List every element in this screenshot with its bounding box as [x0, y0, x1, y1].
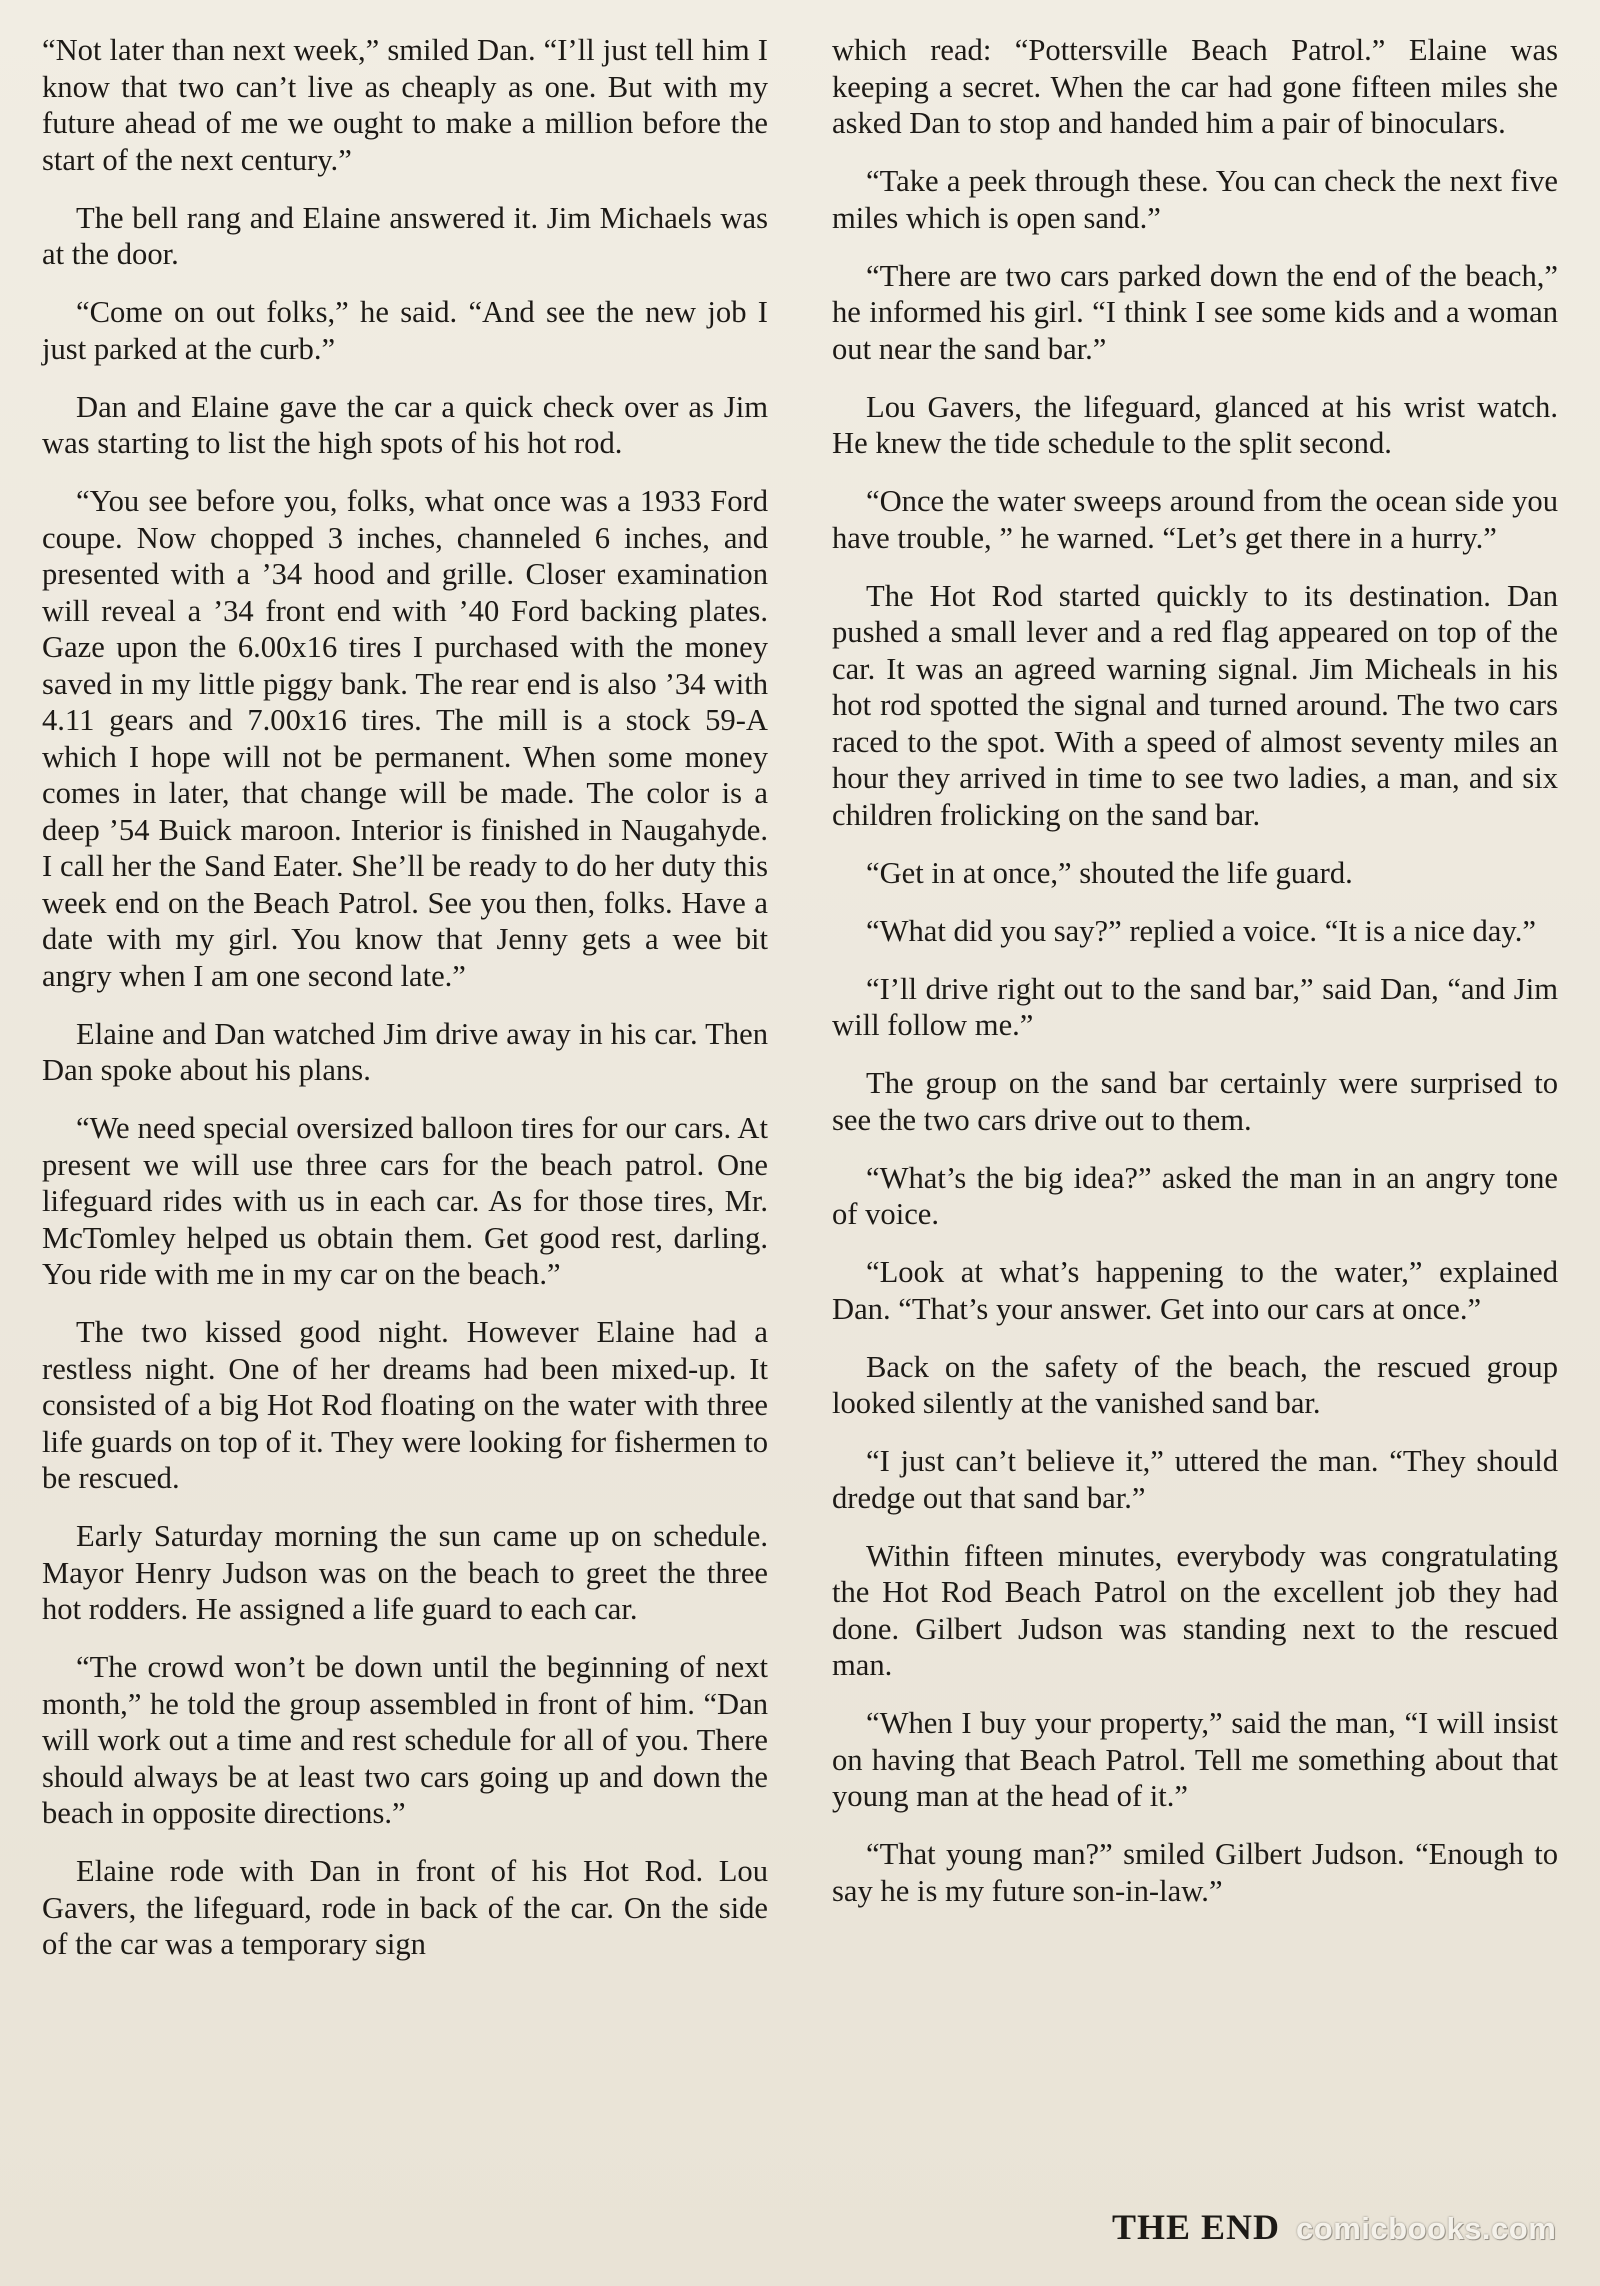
paragraph: “Take a peek through these. You can check the next five miles which is open sand.”: [832, 164, 1558, 235]
right-text-column: [832, 32, 1558, 1909]
paragraph: Lou Gavers, the lifeguard, glanced at his wrist watch. He knew the tide schedule to the split second.: [832, 389, 1558, 460]
left-text-column: [42, 32, 768, 1963]
paragraph: Elaine rode with Dan in front of his Hot Rod. Lou Gavers, the lifeguard, rode in back of the car. On the side of the car was a temporary sign: [42, 1854, 768, 1961]
paragraph: “What’s the big idea?” asked the man in an angry tone of voice.: [832, 1160, 1558, 1231]
paragraph: Early Saturday morning the sun came up on schedule. Mayor Henry Judson was on the beach to greet the three hot rodders. He assigned a life guard to each car.: [42, 1519, 768, 1626]
paragraph: Elaine and Dan watched Jim drive away in his car. Then Dan spoke about his plans.: [42, 1016, 768, 1087]
paragraph: “When I buy your property,” said the man, “I will insist on having that Beach Patrol. Tell me something about that young man at the head of it.”: [832, 1706, 1558, 1813]
paragraph: The Hot Rod started quickly to its destination. Dan pushed a small lever and a red flag appeared on top of the car. It was an agreed warning signal. Jim Micheals in his hot rod spotted the signal and turned around. The two cars raced to the spot. With a speed of almost seventy miles an hour they arrived in time to see two ladies, a man, and six children frolicking on the sand bar.: [832, 578, 1558, 832]
paragraph: “I’ll drive right out to the sand bar,” said Dan, “and Jim will follow me.”: [832, 971, 1558, 1042]
paragraph: The two kissed good night. However Elaine had a restless night. One of her dreams had been mixed-up. It consisted of a big Hot Rod floating on the water with three life guards on top of it. They were looking for fishermen to be rescued.: [42, 1315, 768, 1495]
paragraph: “Come on out folks,” he said. “And see the new job I just parked at the curb.”: [42, 295, 768, 366]
paragraph: “I just can’t believe it,” uttered the man. “They should dredge out that sand bar.”: [832, 1444, 1558, 1515]
the-end-label: THE END: [1112, 2207, 1281, 2247]
paragraph: Back on the safety of the beach, the rescued group looked silently at the vanished sand bar.: [832, 1349, 1558, 1420]
paragraph: The bell rang and Elaine answered it. Jim Michaels was at the door.: [42, 200, 768, 271]
paragraph: which read: “Pottersville Beach Patrol.” Elaine was keeping a secret. When the car had gone fifteen miles she asked Dan to stop and handed him a pair of binoculars.: [832, 33, 1558, 140]
paragraph: Dan and Elaine gave the car a quick check over as Jim was starting to list the high spots of his hot rod.: [42, 389, 768, 460]
paragraph: “That young man?” smiled Gilbert Judson. “Enough to say he is my future son-in-law.”: [832, 1837, 1558, 1908]
paragraph: “Not later than next week,” smiled Dan. “I’ll just tell him I know that two can’t live as cheaply as one. But with my future ahead of me we ought to make a million before the start of the next century.”: [42, 33, 768, 177]
paragraph: Within fifteen minutes, everybody was congratulating the Hot Rod Beach Patrol on the excellent job they had done. Gilbert Judson was standing next to the rescued man.: [832, 1538, 1558, 1682]
paragraph: “Look at what’s happening to the water,” explained Dan. “That’s your answer. Get into our cars at once.”: [832, 1255, 1558, 1326]
paragraph: “You see before you, folks, what once was a 1933 Ford coupe. Now chopped 3 inches, channeled 6 inches, and presented with a ’34 hood and grille. Closer examination will reveal a ’34 front end with ’40 Ford backing plates. Gaze upon the 6.00x16 tires I purchased with the money saved in my little piggy bank. The rear end is also ’34 with 4.11 gears and 7.00x16 tires. The mill is a stock 59-A which I hope will not be permanent. When some money comes in later, that change will be made. The color is a deep ’54 Buick maroon. Interior is finished in Naugahyde. I call her the Sand Eater. She’ll be ready to do her duty this week end on the Beach Patrol. See you then, folks. Have a date with my girl. You know that Jenny gets a wee bit angry when I am one second late.”: [42, 484, 768, 993]
site-watermark: comicbooks.com: [1296, 2211, 1557, 2246]
paragraph: “There are two cars parked down the end of the beach,” he informed his girl. “I think I see some kids and a woman out near the sand bar.”: [832, 258, 1558, 366]
page-footer: [1112, 2206, 1556, 2248]
paragraph: The group on the sand bar certainly were surprised to see the two cars drive out to them.: [832, 1066, 1558, 1137]
paragraph: “Get in at once,” shouted the life guard.: [866, 855, 1353, 890]
paragraph: “Once the water sweeps around from the ocean side you have trouble, ” he warned. “Let’s get there in a hurry.”: [832, 484, 1558, 555]
paragraph: “What did you say?” replied a voice. “It is a nice day.”: [866, 913, 1536, 948]
paragraph: “We need special oversized balloon tires for our cars. At present we will use three cars for the beach patrol. One lifeguard rides with us in each car. As for those tires, Mr. McTomley helped us obtain them. Get good rest, darling. You ride with me in my car on the beach.”: [42, 1111, 768, 1291]
paragraph: “The crowd won’t be down until the beginning of next month,” he told the group assembled in front of him. “Dan will work out a time and rest schedule for all of you. There should always be at least two cars going up and down the beach in opposite directions.”: [42, 1650, 768, 1830]
